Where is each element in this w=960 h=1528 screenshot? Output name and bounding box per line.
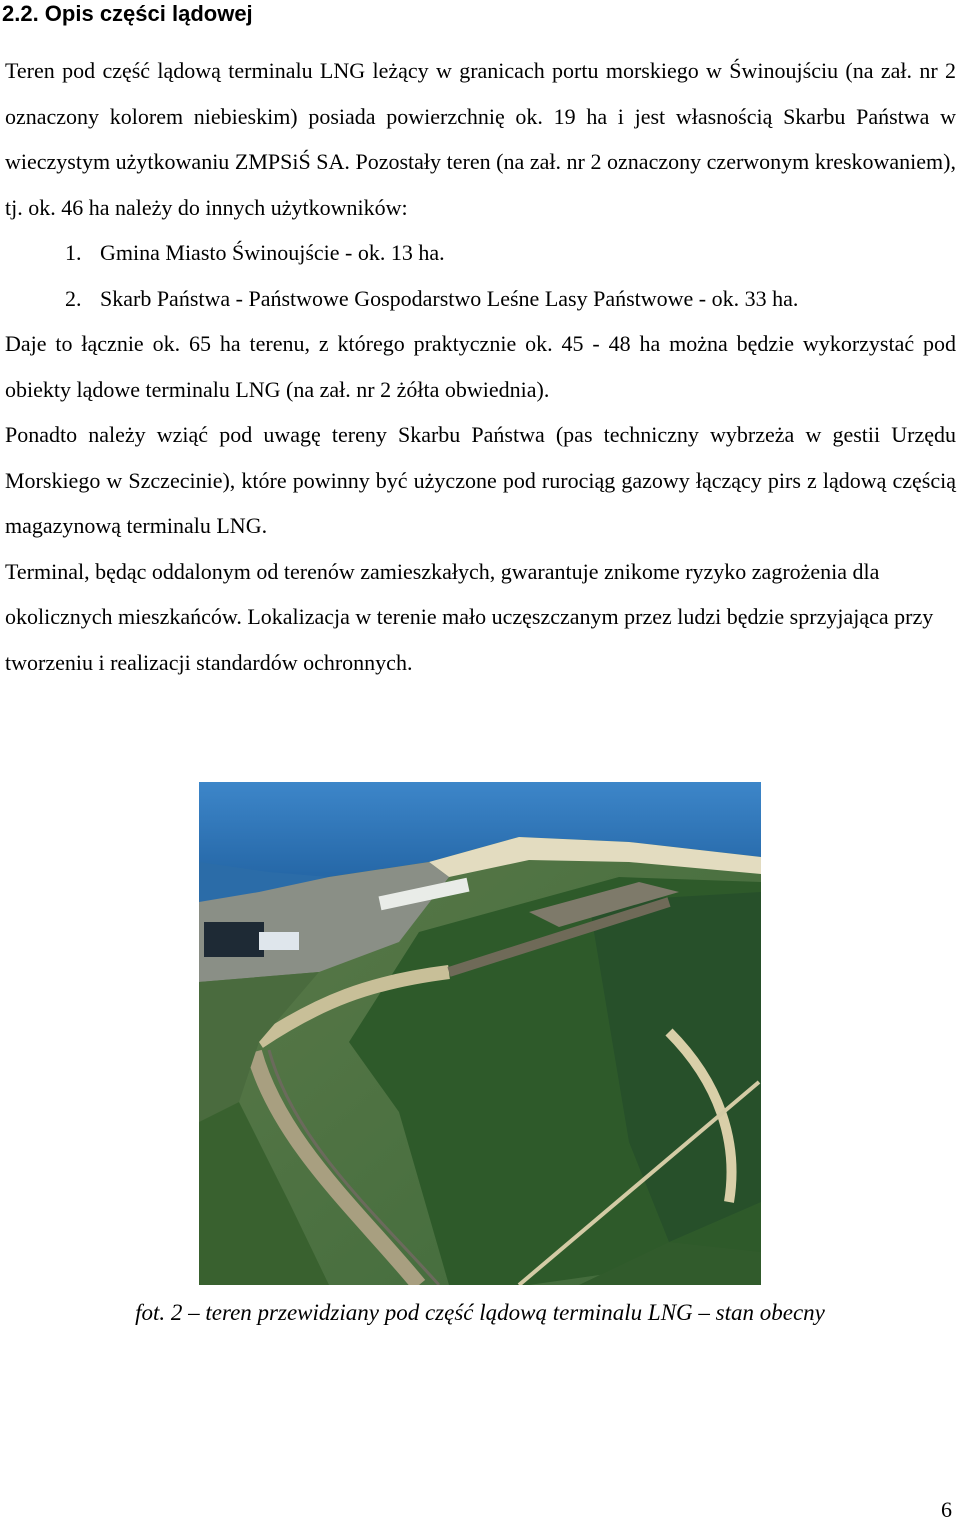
list-item: 2. Skarb Państwa - Państwowe Gospodarstwo Leśne Lasy Państwowe - ok. 33 ha. xyxy=(65,285,799,311)
photo-caption: fot. 2 – teren przewidziany pod część lądową terminalu LNG – stan obecny xyxy=(135,1300,825,1325)
paragraph-state-land: Ponadto należy wziąć pod uwagę tereny Skarbu Państwa (pas techniczny wybrzeża w gestii Urzędu Morskiego w Szczecinie), które powinny być użyczone pod rurociąg gazowy łączący pirs z lądową częścią magazynową terminalu LNG. xyxy=(5,422,956,538)
paragraph-total-area: Daje to łącznie ok. 65 ha terenu, z którego praktycznie ok. 45 - 48 ha można będzie wykorzystać pod obiekty lądowe terminalu LNG (na zał. nr 2 żółta obwiednia). xyxy=(5,331,956,402)
page-number: 6 xyxy=(941,1497,952,1522)
paragraph-risk: Terminal, będąc oddalonym od terenów zamieszkałych, gwarantuje znikome ryzyko zagrożenia dla okolicznych mieszkańców. Lokalizacja w terenie mało uczęszczanym przez ludzi będzie sprzyjająca przy tworzeniu i realizacji standardów ochronnych. xyxy=(5,558,934,675)
owners-list xyxy=(5,230,956,321)
list-item: 1. Gmina Miasto Świnoujście - ok. 13 ha. xyxy=(65,240,445,265)
aerial-photo xyxy=(199,782,761,1285)
paragraph-site-area: Teren pod część lądową terminalu LNG leżący w granicach portu morskiego w Świnoujściu (na zał. nr 2 oznaczony kolorem niebieskim) posiada powierzchnię ok. 19 ha i jest własnością Skarbu Państwa w wieczystym użytkowaniu ZMPSiŚ SA. Pozostały teren (na zał. nr 2 oznaczony czerwonym kreskowaniem), tj. ok. 46 ha należy do innych użytkowników: xyxy=(5,58,956,220)
section-heading: 2.2. Opis części lądowej xyxy=(2,1,253,26)
document-body xyxy=(5,48,956,685)
